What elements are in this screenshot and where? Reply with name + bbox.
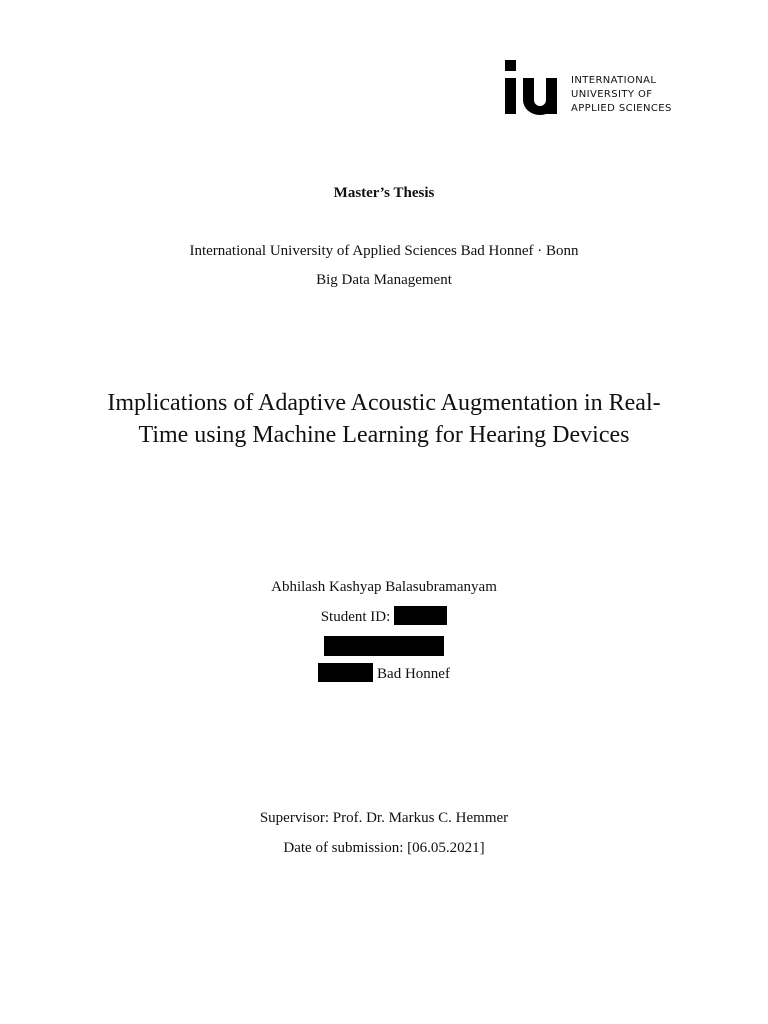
address-street-line (0, 636, 768, 656)
redacted-street-address (324, 636, 444, 656)
university-logo (503, 60, 678, 116)
logo-wordmark (571, 74, 672, 116)
submission-date-line: Date of submission: [06.05.2021] (283, 840, 485, 856)
university-name: International University of Applied Sciences Bad Honnef · Bonn (189, 243, 579, 259)
logo-line-2: UNIVERSITY OF (571, 89, 653, 100)
document-type: Master’s Thesis (333, 185, 435, 201)
redacted-student-id (394, 606, 447, 625)
city-name: Bad Honnef (377, 665, 450, 682)
logo-line-3: APPLIED SCIENCES (571, 103, 672, 114)
redacted-postal-code (318, 663, 373, 682)
supervisor-line: Supervisor: Prof. Dr. Markus C. Hemmer (259, 810, 509, 826)
author-name: Abhilash Kashyap Balasubramanyam (271, 579, 497, 595)
address-city-line (0, 665, 768, 684)
logo-line-1: INTERNATIONAL (571, 75, 657, 86)
iu-logo-icon (503, 60, 561, 116)
thesis-title: Implications of Adaptive Acoustic Augmentation in Real-Time using Machine Learning for Hearing Devices (107, 390, 661, 448)
student-id-line (0, 608, 768, 627)
student-id-label: Student ID: (320, 608, 391, 625)
program-name: Big Data Management (316, 272, 452, 288)
